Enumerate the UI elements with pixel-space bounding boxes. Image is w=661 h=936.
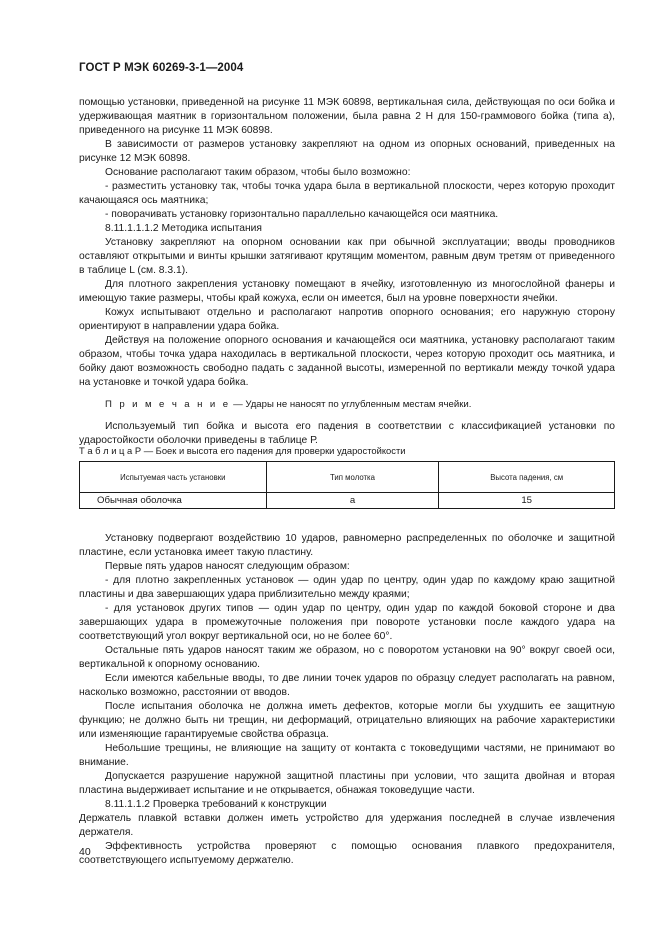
- impact-table: [79, 461, 615, 509]
- list-item-fixed-units: - для плотно закрепленных установок — один удар по центру, один удар по каждому краю защитной пластины и два завершающих удара приблизительно между краями;: [79, 575, 615, 600]
- header-cell-part: Испытуемая часть установки: [80, 462, 267, 493]
- paragraph-plate-damage: Допускается разрушение наружной защитной пластины при условии, что защита двойная и вторая пластина выдерживает испытание и не открывается, обнажая токоведущие части.: [79, 771, 615, 796]
- table-caption-text: — Боек и высота его падения для проверки ударостойкости: [141, 445, 406, 456]
- paragraph-small-cracks: Небольшие трещины, не влияющие на защиту от контакта с токоведущими частями, не принимают во внимание.: [79, 743, 615, 768]
- table-cell: Обычная оболочка: [80, 493, 267, 509]
- paragraph-remaining-five: Остальные пять ударов наносят таким же образом, но с поворотом установки на 90° вокруг своей оси, вертикальной к опорному основанию.: [79, 645, 615, 670]
- section-heading-construction: 8.11.1.1.2 Проверка требований к конструкции: [105, 799, 327, 810]
- top-text-block: [79, 96, 615, 448]
- note-text: — Удары не наносят по углубленным местам ячейки.: [230, 399, 472, 410]
- paragraph-after-test: После испытания оболочка не должна иметь дефектов, которые могли бы ухудшить ее защитную функцию; не должно быть ни трещин, ни деформаций, отрицательно влияющих на рабочие характеристики или изменяющие гарантируемые свойства образца.: [79, 701, 615, 740]
- section-heading-test-method: 8.11.1.1.1.2 Методика испытания: [105, 223, 262, 234]
- table-caption-label: Т а б л и ц а Р: [79, 445, 142, 456]
- table-header-row: [80, 462, 615, 493]
- paragraph-table-intro: Используемый тип бойка и высота его падения в соответствии с классификацией установки по ударостойкости оболочки приведены в таблице Р.: [79, 421, 615, 446]
- note: [79, 398, 615, 412]
- paragraph-continuation: помощью установки, приведенной на рисунке 11 МЭК 60898, вертикальная сила, действующая по оси бойка и удерживающая маятник в горизонтальном положении, была равна 2 Н для 150-граммового бойка (типа а), приведенного на рисунке 11 МЭК 60898.: [79, 97, 615, 136]
- table-cell: 15: [439, 493, 615, 509]
- paragraph-base-size: В зависимости от размеров установку закрепляют на одном из опорных оснований, приведенных на рисунке 12 МЭК 60898.: [79, 139, 615, 164]
- paragraph-effectiveness: Эффективность устройства проверяют с помощью основания плавкого предохранителя, соответствующего испытуемому держателю.: [79, 841, 615, 866]
- paragraph-plywood-cell: Для плотного закрепления установку помещают в ячейку, изготовленную из многослойной фанеры и имеющую такие размеры, чтобы край кожуха, если он имеется, был на уровне поверхности ячейки.: [79, 279, 615, 304]
- paragraph-pendulum: Действуя на положение опорного основания и качающейся оси маятника, установку располагают таким образом, чтобы точка удара находилась в вертикальной плоскости, через которую проходит ось маятника, и бойку дают возможность свободно падать с заданной высоты, измеренной по вертикали между точкой удара на установке и точкой удара бойка.: [79, 335, 615, 388]
- standard-header: ГОСТ Р МЭК 60269-3-1—2004: [79, 62, 244, 74]
- note-label: П р и м е ч а н и е: [105, 399, 231, 410]
- list-item-place-unit: - разместить установку так, чтобы точка удара была в вертикальной плоскости, через которую проходит качающаяся ось маятника;: [79, 181, 615, 206]
- list-item-rotate-unit: - поворачивать установку горизонтально параллельно качающейся оси маятника.: [105, 209, 499, 220]
- table-row: [80, 493, 615, 509]
- header-cell-height: Высота падения, см: [439, 462, 615, 493]
- bottom-text-block: [79, 532, 615, 868]
- paragraph-ten-impacts: Установку подвергают воздействию 10 ударов, равномерно распределенных по оболочке и защитной пластине, если установка имеет такую пластину.: [79, 533, 615, 558]
- paragraph-mounting: Установку закрепляют на опорном основании как при обычной эксплуатации; вводы проводников оставляют открытыми и винты крышки затягивают крутящим моментом, равным двум третям от приведенного в таблице L (см. 8.3.1).: [79, 237, 615, 276]
- table-cell: а: [266, 493, 439, 509]
- table-caption: [79, 445, 405, 456]
- page-number: 40: [79, 846, 91, 858]
- paragraph-holder: Держатель плавкой вставки должен иметь устройство для удержания последней в случае извлечения держателя.: [79, 813, 615, 838]
- header-cell-hammer: Тип молотка: [266, 462, 439, 493]
- paragraph-first-five: Первые пять ударов наносят следующим образом:: [105, 561, 350, 572]
- paragraph-cable-entries: Если имеются кабельные вводы, то две линии точек ударов по образцу следует располагать на равном, насколько возможно, расстоянии от вводов.: [79, 673, 615, 698]
- paragraph-base-placement: Основание располагают таким образом, чтобы было возможно:: [105, 167, 411, 178]
- list-item-other-units: - для установок других типов — один удар по центру, один удар по каждой боковой стороне и два завершающих удара в промежуточные положения при повороте установки после каждого удара на соответствующий угол вокруг вертикальной оси, но не более 60°.: [79, 603, 615, 642]
- paragraph-housing: Кожух испытывают отдельно и располагают напротив опорного основания; его наружную сторону ориентируют в направлении удара бойка.: [79, 307, 615, 332]
